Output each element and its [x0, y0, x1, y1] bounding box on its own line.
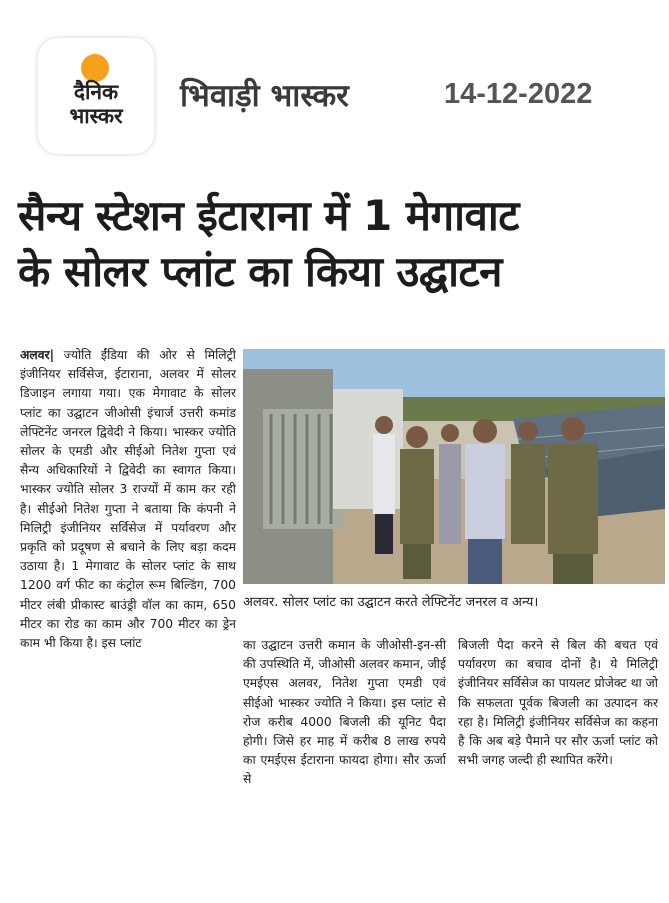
publication-date: 14-12-2022: [444, 78, 593, 110]
edition-name: भिवाड़ी भास्कर: [180, 78, 349, 114]
headline-line-1: सैन्य स्टेशन ईटाराना में 1 मेगावाट: [18, 191, 519, 240]
sun-icon: [81, 54, 109, 82]
column-1-text: ज्योति ईंडिया की ओर से मिलिट्री इंजीनियर सर्विसेज, ईटाराना, अलवर में सोलर डिजाइन लगाया गया। एक मेगावाट के सोलर प्लांट का उद्घाटन जीओसी इंचार्ज उत्तरी कमांड लेफ्टिनेंट जनरल द्विवेदी ने किया। भास्कर ज्योति सोलर के एमडी और सीईओ नितेश गुप्ता एवं सैन्य अधिकारियों ने द्विवेदी का स्वागत किया। भास्कर ज्योति सोलर 3 राज्यों में काम कर रही है। सीईओ नितेश गुप्ता ने बताया कि कंपनी ने मिलिट्री इंजीनियर सर्विसेज में पर्यावरण और प्रकृति को प्रदूषण से बचाने के लिए बड़ा कदम उठाया है। 1 मेगावाट के सोलर प्लांट के साथ 1200 वर्ग फीट का कंट्रोल रूम बिल्डिंग, 700 मीटर लंबी प्रीकास्ट बाउंड्री वॉल का काम, 650 मीटर का रोड का काम और 700 मीटर का ड्रेन काम भी किया है। इस प्लांट: [20, 348, 236, 651]
logo-line-1: दैनिक: [73, 80, 119, 104]
article-headline: [18, 188, 658, 300]
article-column-1: [20, 346, 236, 653]
inauguration-photo: [243, 349, 665, 584]
logo-line-2: भास्कर: [69, 104, 123, 128]
headline-line-2: के सोलर प्लांट का किया उद्घाटन: [18, 247, 502, 296]
dainik-bhaskar-logo: [38, 38, 154, 154]
article-column-3: बिजली पैदा करने से बिल की बचत एवं पर्यावरण का बचाव दोनों है। ये मिलिट्री इंजीनियर सर्विसेज का पायलट प्रोजेक्ट था जो कि सफलता पूर्वक बिजली का उत्पादन कर रहा है। मिलिट्री इंजीनियर सर्विसेज का कहना है कि अब बड़े पैमाने पर सौर ऊर्जा प्लांट को सभी जगह जल्दी ही स्थापित करेंगे।: [458, 638, 658, 768]
article-column-2: का उद्घाटन उत्तरी कमान के जीओसी-इन-सी की उपस्थिति में, जीओसी अलवर कमान, जीई एमईएस अलवर, नितेश गुप्ता एमडी एवं सीईओ भास्कर ज्योति ने किया। इस प्लांट से रोज करीब 4000 बिजली की यूनिट पैदा होगी। जिसे हर माह में करीब 8 लाख रुपये का एमईएस ईटाराना फायदा होगा। सौर ऊर्जा से: [243, 638, 446, 787]
photo-caption: अलवर. सोलर प्लांट का उद्घाटन करते लेफ्टिनेंट जनरल व अन्य।: [243, 595, 539, 610]
newspaper-header: [0, 0, 669, 190]
dateline: अलवर|: [20, 348, 55, 362]
